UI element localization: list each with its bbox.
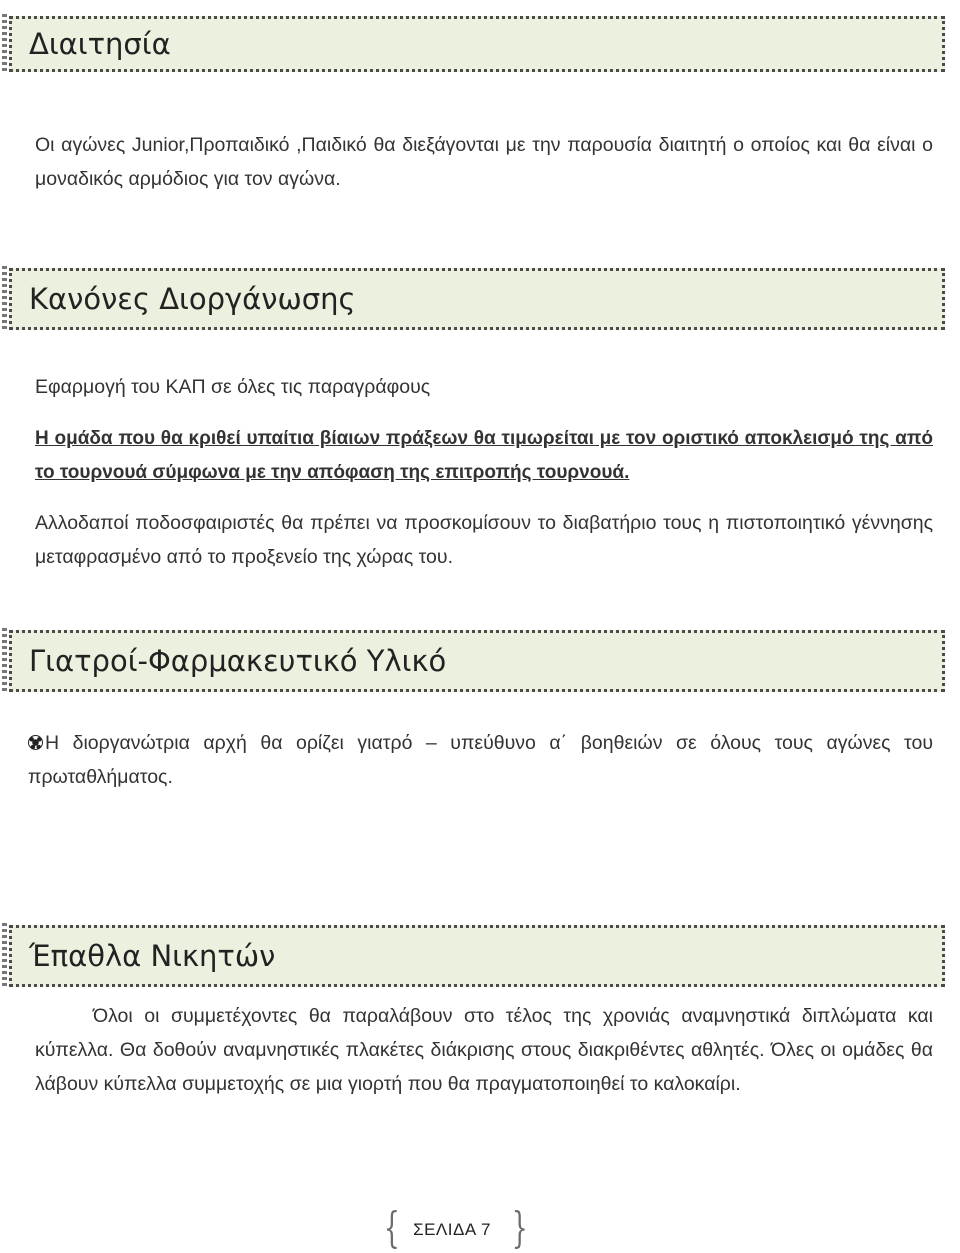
epathla-paragraph: Όλοι οι συμμετέχοντες θα παραλάβουν στο τέλος της χρονιάς αναμνηστικά διπλώματα και κύπελλα. Θα δοθούν αναμνηστικές πλακέτες διάκρισης στους διακριθέντες αθλητές. Όλες οι ομάδες θα λάβουν κύπελλα συμμετοχής σε μια γιορτή που θα πραγματοποιηθεί το καλοκαίρι. <box>35 1005 933 1095</box>
kanones-rule: Η ομάδα που θα κριθεί υπαίτια βίαιων πράξεων θα τιμωρείται με τον οριστικό αποκλεισμό της από το τουρνουά σύμφωνα με την απόφαση της επιτροπής τουρνουά. <box>35 428 933 483</box>
giatroi-paragraph <box>28 726 933 794</box>
giatroi-text: Η διοργανώτρια αρχή θα ορίζει γιατρό – υπεύθυνο α΄ βοηθειών σε όλους τους αγώνες του πρωταθλήματος. <box>28 732 933 788</box>
kanones-intro: Εφαρμογή του ΚΑΠ σε όλες τις παραγράφους <box>35 376 431 398</box>
heading-epathla <box>9 925 945 987</box>
heading-epathla-title: Έπαθλα Νικητών <box>29 939 276 973</box>
left-brace-icon: { <box>383 1203 400 1252</box>
heading-giatroi <box>9 630 945 692</box>
heading-kanones <box>9 268 945 330</box>
kanones-foreigners: Αλλοδαποί ποδοσφαιριστές θα πρέπει να προσκομίσουν το διαβατήριο τους η πιστοποιητικό γέννησης μεταφρασμένο από το προξενείο της χώρας του. <box>35 512 933 568</box>
heading-diaitisia <box>9 16 945 72</box>
diaitisia-paragraph: Οι αγώνες Junior,Προπαιδικό ,Παιδικό θα διεξάγονται με την παρουσία διαιτητή ο οποίος και θα είναι ο μοναδικός αρμόδιος για τον αγώνα. <box>35 134 933 190</box>
right-brace-icon: } <box>511 1203 528 1252</box>
heading-giatroi-title: Γιατροί-Φαρμακευτικό Υλικό <box>29 644 447 678</box>
page-footer <box>383 1203 528 1252</box>
heading-diaitisia-title: Διαιτησία <box>29 27 171 61</box>
soccer-ball-icon <box>28 735 43 750</box>
heading-kanones-title: Κανόνες Διοργάνωσης <box>29 282 356 316</box>
page-number-label: ΣΕΛΙΔΑ 7 <box>413 1220 491 1239</box>
